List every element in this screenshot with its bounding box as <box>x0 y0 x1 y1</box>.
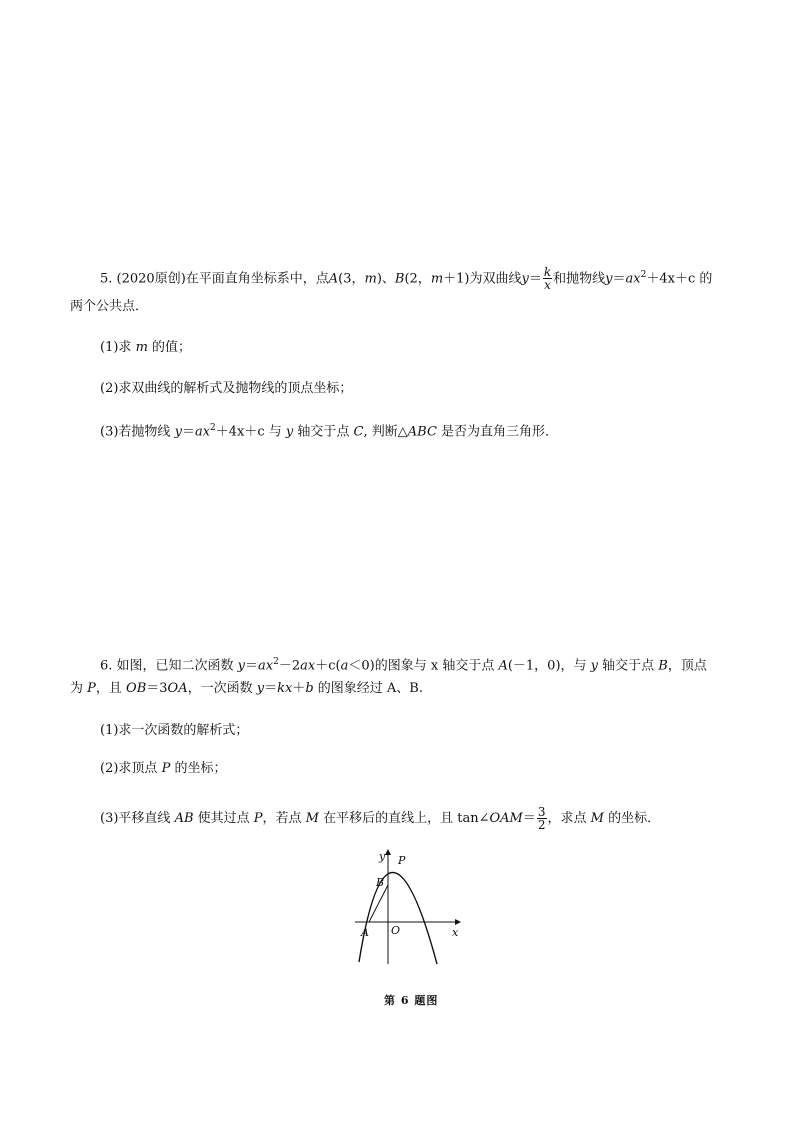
angle-oam: OAM <box>489 811 523 826</box>
equals: ＝ <box>245 658 259 674</box>
l2-mid: ，一次函数 <box>187 681 257 696</box>
p2-pre: (2)求顶点 <box>100 761 162 776</box>
fraction-3-over-2 <box>537 806 547 831</box>
equals: ＝ <box>181 424 195 440</box>
label-b: B <box>376 876 385 889</box>
term-kx: kx <box>277 681 293 696</box>
segment-oa: OA <box>167 681 188 696</box>
point-a: A <box>498 658 508 674</box>
q5-mid: 和抛物线 <box>553 271 606 287</box>
equals: ＝ <box>264 681 278 696</box>
q5-tail: ＋4x＋c 的 <box>646 271 713 287</box>
equals: ＝ <box>612 271 626 287</box>
q5-part-3 <box>100 419 558 441</box>
coords-a: (－1，0)，与 <box>507 658 591 674</box>
q6-part-3 <box>100 806 660 831</box>
l2-end: 的图象经过 A、B. <box>313 681 423 696</box>
term-ax: ax <box>194 424 211 440</box>
q5-part-2: (2)求双曲线的解析式及抛物线的顶点坐标； <box>100 381 353 396</box>
frac-den: x <box>544 278 551 293</box>
p3-mid2: ，若点 <box>262 811 306 826</box>
term-ax: ax <box>258 658 274 674</box>
exponent: 2 <box>273 657 279 667</box>
equals: ＝ <box>528 271 542 287</box>
q5-intro: 5. (2020原创)在平面直角坐标系中，点 <box>100 271 329 287</box>
q6-part-2 <box>100 760 226 778</box>
point-b: B <box>394 271 405 287</box>
plus-c: ＋c( <box>315 658 341 674</box>
segment-ob: OB <box>126 681 147 696</box>
p3-mid: ＋4x＋c 与 <box>215 424 286 440</box>
fraction-k-over-x <box>543 266 552 291</box>
p3-pre: (3)平移直线 <box>100 811 175 826</box>
point-p: P <box>253 811 263 826</box>
var-y: y <box>605 271 613 287</box>
equals-3: ＝3 <box>146 681 168 696</box>
var-y: y <box>285 424 294 440</box>
q5-part-1 <box>100 339 191 357</box>
var-y: y <box>256 681 265 696</box>
var-y: y <box>590 658 599 674</box>
point-b: B <box>658 658 668 674</box>
p3-mid4: ，求点 <box>547 811 591 826</box>
sep: )、 <box>376 271 395 287</box>
l2-pre: 为 <box>70 681 88 696</box>
q5-line-1 <box>100 266 712 291</box>
coords-b: (2， <box>404 271 431 287</box>
line-ab: AB <box>174 811 194 826</box>
coords-a: (3， <box>338 271 365 287</box>
figure-caption: 第 6 题图 <box>384 994 439 1007</box>
q6-part-1: (1)求一次函数的解析式； <box>100 723 249 738</box>
label-y: y <box>379 850 386 863</box>
axis-text: 轴交于点 <box>598 658 659 674</box>
point-m: M <box>590 811 604 826</box>
p3-end: 是否为直角三角形． <box>436 424 559 440</box>
l2-and: ，且 <box>95 681 127 696</box>
p3-mid3: 在平移后的直线上，且 tan∠ <box>318 811 490 826</box>
coords-b-end: ＋1)为双曲线 <box>443 271 522 287</box>
exponent: 2 <box>640 270 647 280</box>
q6-l1-end: ，顶点 <box>667 658 707 674</box>
parabola-figure <box>345 842 475 972</box>
label-p: P <box>398 854 406 867</box>
point-a: A <box>328 271 339 287</box>
var-y: y <box>237 658 246 674</box>
q6-line-2 <box>70 680 423 698</box>
equals: ＝ <box>522 811 536 826</box>
q5-line-2: 两个公共点． <box>70 299 149 314</box>
point-p: P <box>161 761 171 776</box>
plus: ＋ <box>292 681 306 696</box>
p3-axis: 轴交于点 <box>293 424 354 440</box>
p3-judge: , 判断△ <box>363 424 408 440</box>
point-m: M <box>305 811 319 826</box>
triangle-abc: ABC <box>407 424 437 440</box>
var-m: m <box>430 271 444 287</box>
frac-den: 2 <box>537 818 546 832</box>
minus-2: －2 <box>278 658 301 674</box>
var-m: m <box>135 340 148 355</box>
var-m: m <box>364 271 377 287</box>
exponent: 2 <box>210 423 216 433</box>
q6-line-1 <box>100 653 707 675</box>
condition: ＜0)的图象与 x 轴交于点 <box>348 658 499 674</box>
frac-num: 3 <box>537 805 546 819</box>
point-c: C <box>353 424 364 440</box>
label-o: O <box>391 924 401 937</box>
p2-post: 的坐标； <box>170 761 227 776</box>
var-y: y <box>174 424 182 440</box>
p3-mid: 使其过点 <box>193 811 254 826</box>
point-p: P <box>87 681 96 696</box>
term-ax: ax <box>300 658 316 674</box>
p3-end: 的坐标． <box>603 811 661 826</box>
frac-num: k <box>543 265 552 280</box>
label-a: A <box>361 926 369 939</box>
label-x: x <box>452 926 459 939</box>
var-a: a <box>340 658 349 674</box>
p1-pre: (1)求 <box>100 340 136 355</box>
var-b: b <box>305 681 314 696</box>
q6-intro: 6. 如图，已知二次函数 <box>100 658 238 674</box>
p1-post: 的值； <box>147 340 192 355</box>
term-ax: ax <box>625 271 641 287</box>
p3-pre: (3)若抛物线 <box>100 424 175 440</box>
var-y: y <box>521 271 529 287</box>
